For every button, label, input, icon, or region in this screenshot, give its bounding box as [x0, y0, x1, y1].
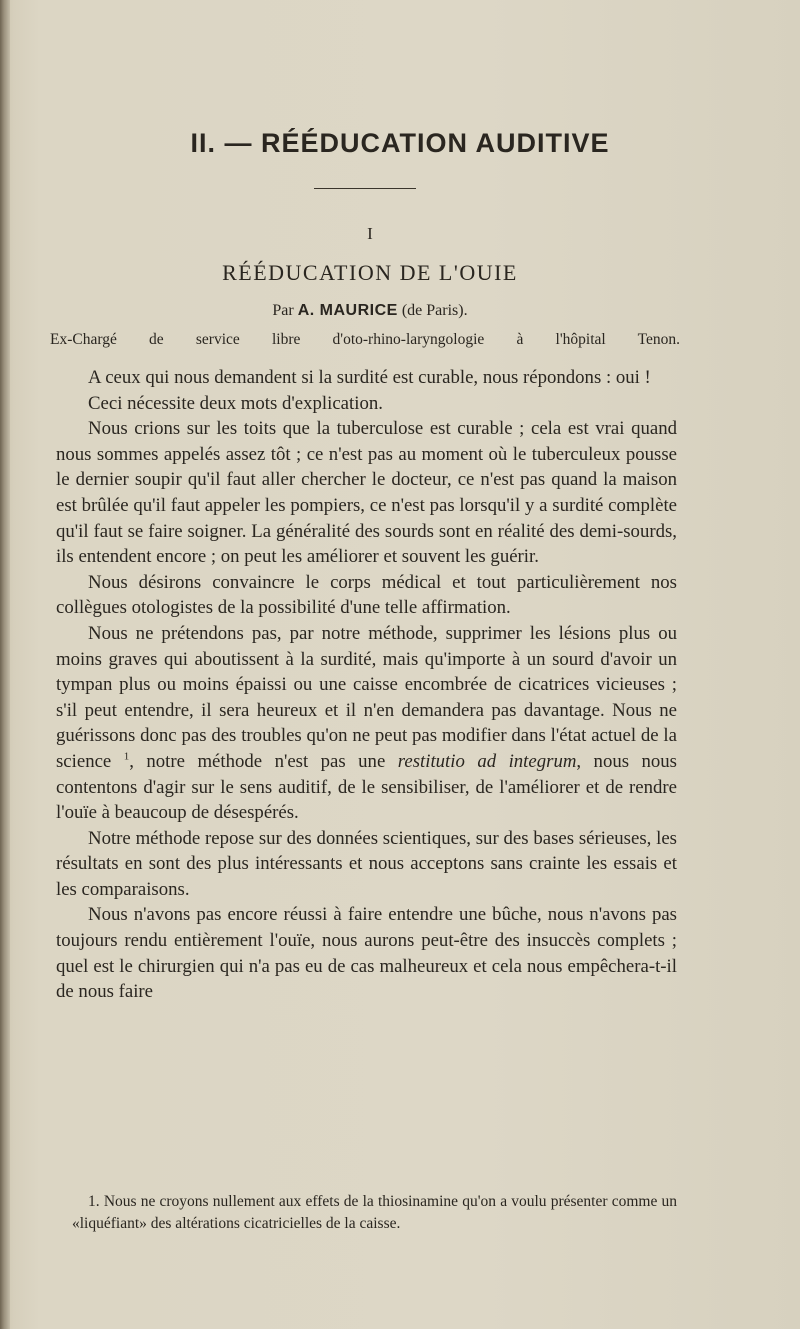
paragraph: Notre méthode repose sur des données scientiques, sur des bases sérieuses, les résultats en sont des plus intéressants et nous acceptons sans crainte les essais et les comparaisons. [56, 827, 677, 900]
paragraph: Nous désirons convaincre le corps médical et tout particulièrement nos collègues otologistes de la possibilité d'une telle affirmation. [56, 571, 677, 619]
footnote-reference: 1 [123, 750, 130, 763]
footnote-body: Nous ne croyons nullement aux effets de la thiosinamine qu'on a voulu présenter comme un «liquéfiant» des altérations cicatricielles de la caisse. [72, 1193, 678, 1232]
section-number: I [367, 224, 373, 243]
paragraph [56, 621, 677, 826]
paragraph: Nous crions sur les toits que la tuberculose est curable ; cela est vrai quand nous sommes appelés assez tôt ; ce n'est pas au moment où le tuberculeux pousse le dernier soupir qu'il faut aller chercher le docteur, ce n'est pas quand la maison est brûlée qu'il faut appeler les pompiers, ce n'est pas lorsqu'il y a surdité complète qu'il faut se faire soigner. La généralité des sourds sont en réalité des demi-sourds, ils entendent encore ; on peut les améliorer et souvent les guérir. [56, 418, 677, 568]
footnote-text [72, 1191, 677, 1235]
page-binding-edge [0, 0, 10, 1329]
paragraph: Nous n'avons pas encore réussi à faire entendre une bûche, nous n'avons pas toujours rendu entièrement l'ouïe, nous aurons peut-être des insuccès complets ; quel est le chirurgien qui n'a pas eu de cas malheureux et cela nous empêchera-t-il de nous faire [56, 904, 677, 1003]
author-prefix: Par [272, 302, 294, 319]
footnote-marker: 1. [88, 1193, 100, 1210]
author-line [0, 302, 740, 320]
author-name: A. MAURICE [297, 302, 398, 319]
paragraph-text: , notre méthode n'est pas une [129, 750, 386, 772]
title-divider [314, 188, 416, 189]
chapter-title: RÉÉDUCATION DE L'OUIE [222, 260, 518, 285]
latin-phrase: restitutio ad integrum [397, 750, 577, 772]
part-title: II. — RÉÉDUCATION AUDITIVE [190, 128, 610, 158]
paragraph-text: , nous nous contentons d'agir sur le sens auditif, de le sensibiliser, de l'améliorer et de rendre l'ouïe à beaucoup de désespérés. [56, 750, 677, 824]
paragraph: A ceux qui nous demandent si la surdité est curable, nous répondons : oui ! [88, 367, 651, 388]
footnote [72, 1191, 677, 1235]
paragraph-text: Nous ne prétendons pas, par notre méthode, supprimer les lésions plus ou moins graves qui aboutissent à la surdité, mais qu'importe à un sourd d'avoir un tympan plus ou moins épaissi ou une caisse encombrée de cicatrices vicieuses ; s'il peut entendre, il sera heureux et il n'en demandera pas davantage. Nous ne guérissons donc pas des troubles qu'on ne peut pas modifier dans l'état actuel de la science [56, 622, 677, 772]
paragraph: Ceci nécessite deux mots d'explication. [88, 392, 383, 414]
author-suffix: (de Paris). [401, 302, 468, 319]
author-affiliation: Ex-Chargé de service libre d'oto-rhino-laryngologie à l'hôpital Tenon. [50, 331, 680, 348]
main-text [56, 365, 677, 1005]
